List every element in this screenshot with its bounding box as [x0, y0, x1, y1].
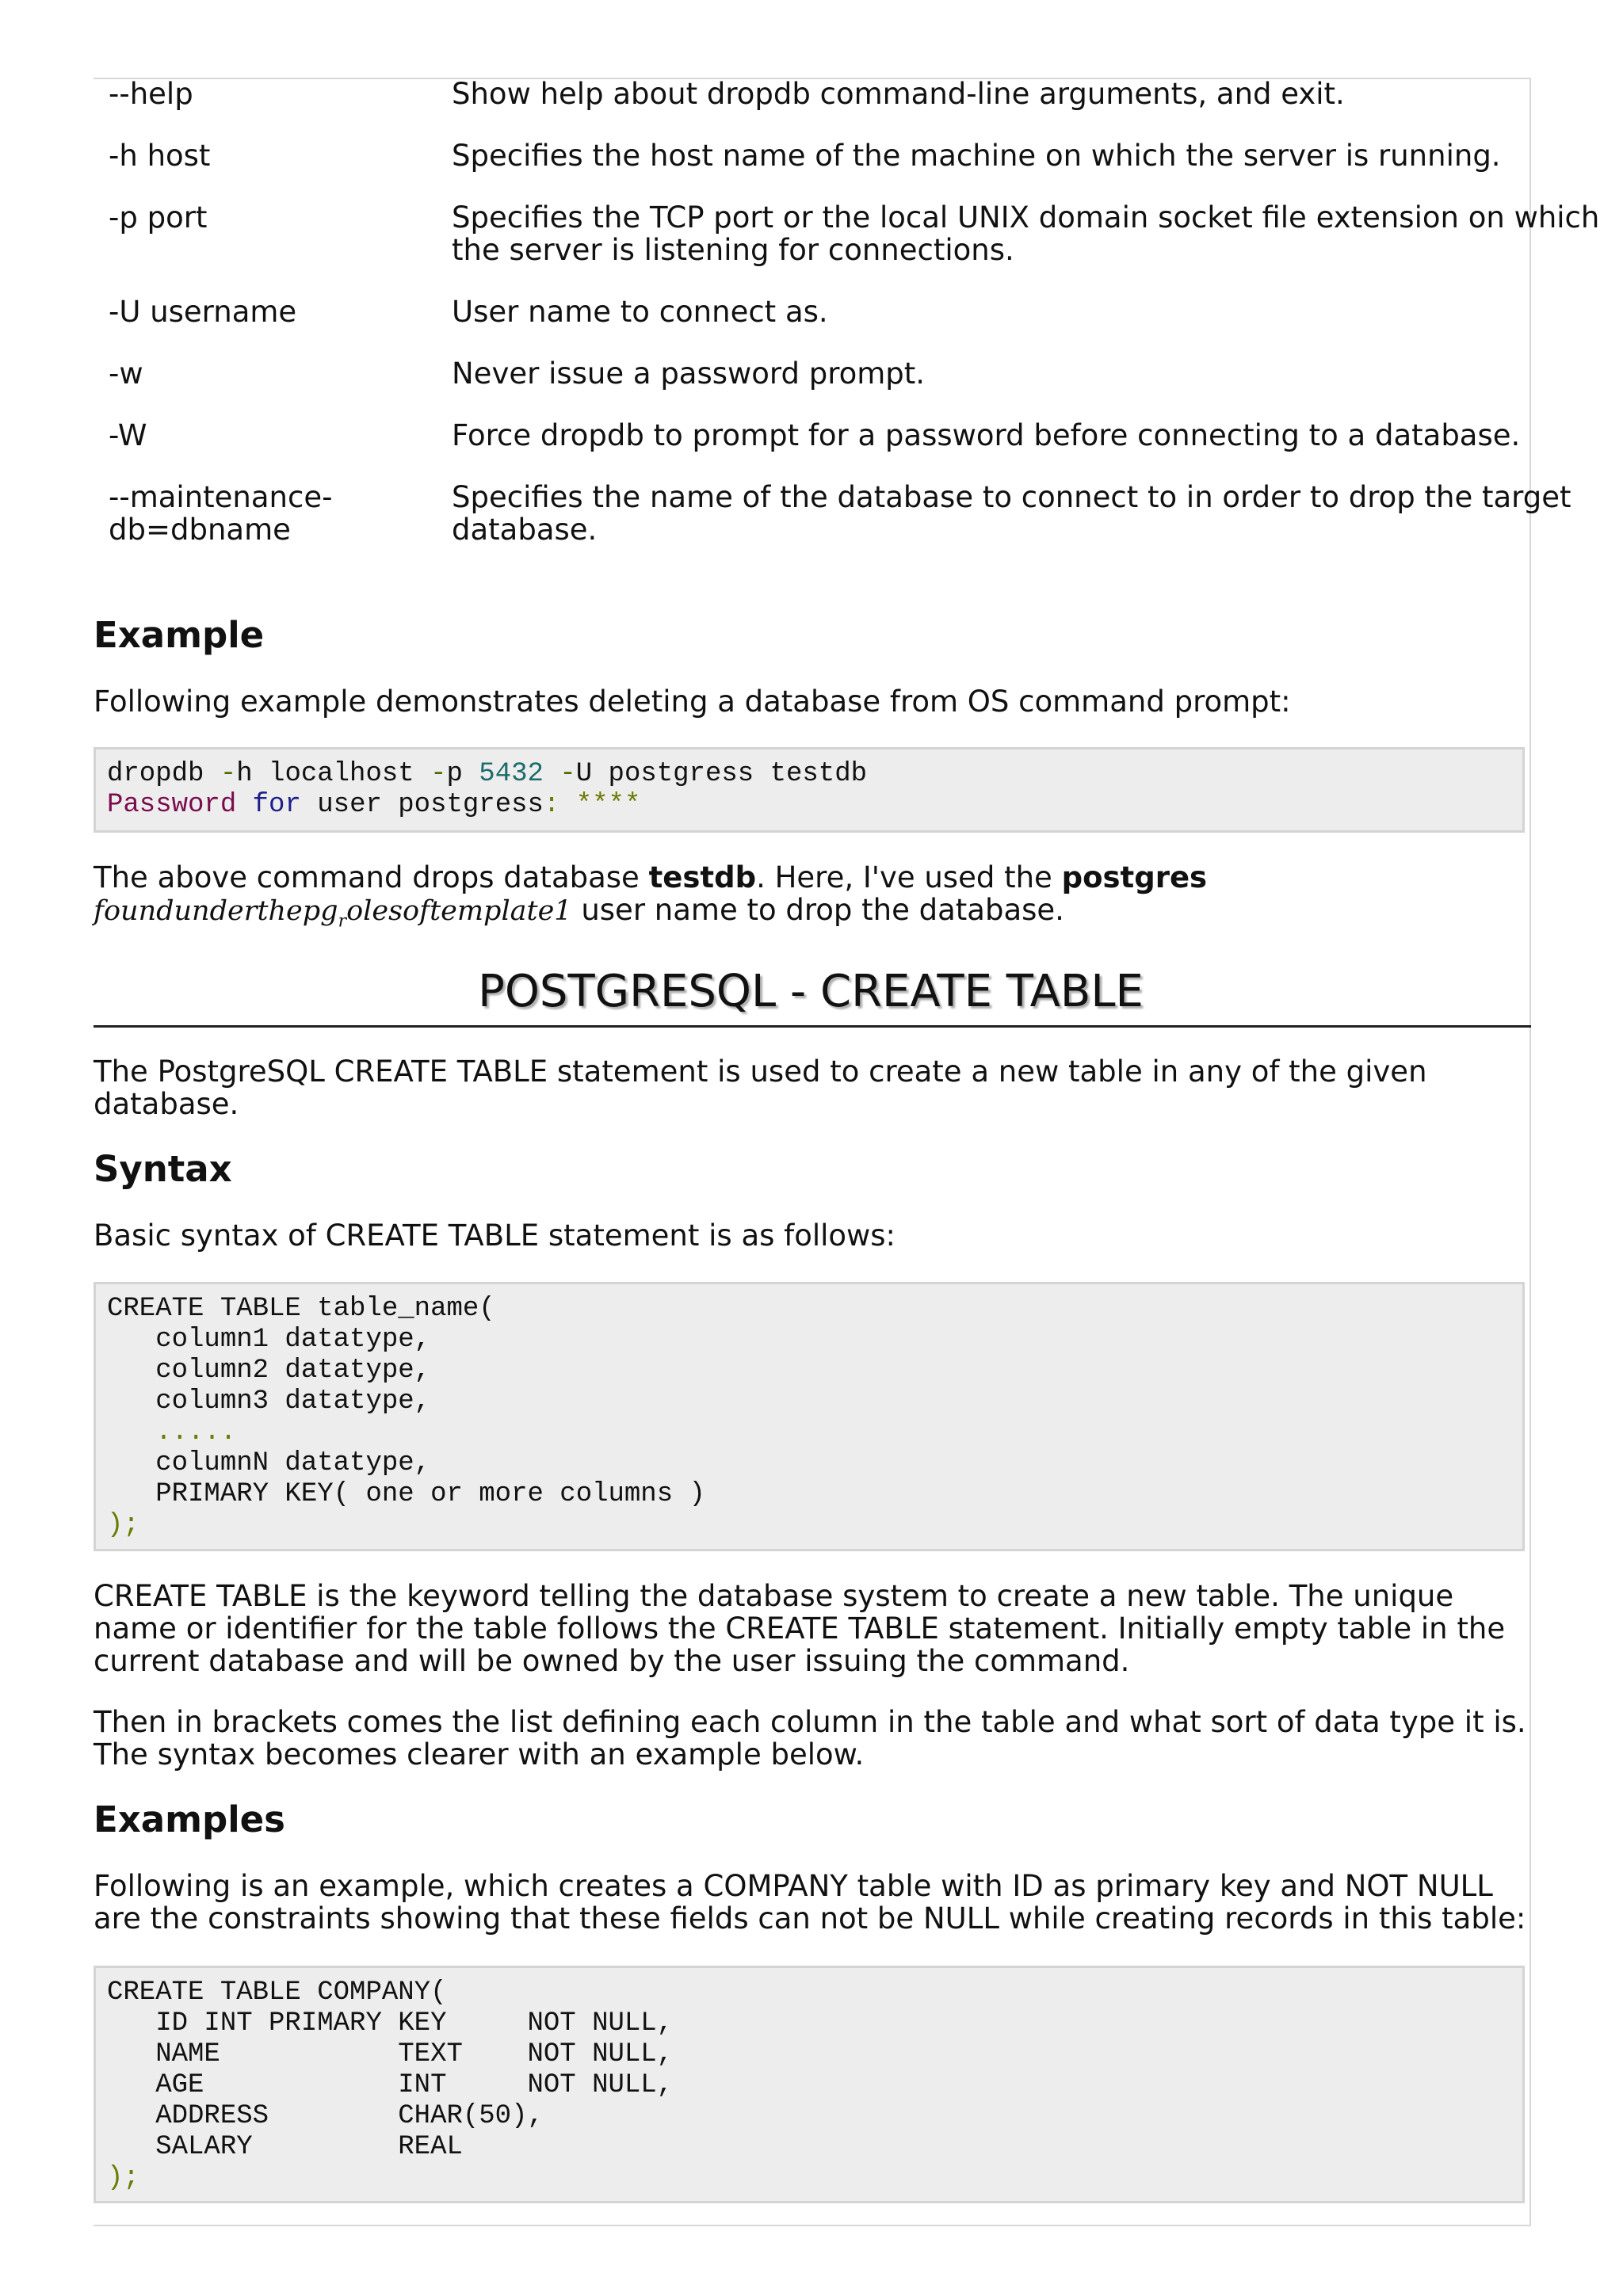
- code-token: 5432: [479, 759, 544, 789]
- syntax-paragraph-2: Then in brackets comes the list defining each column in the table and what sort of data type it is. The syntax becomes clearer with an example below.: [94, 1705, 1526, 1772]
- option-description: Show help about dropdb command-line arguments, and exit.: [452, 77, 1345, 111]
- code-token: p: [446, 759, 479, 789]
- code-line: CREATE TABLE table_name(: [107, 1294, 495, 1324]
- code-line: column2 datatype,: [107, 1356, 431, 1386]
- text-run: foundunderthepg: [94, 895, 338, 927]
- code-line: column3 datatype,: [107, 1386, 431, 1417]
- option-name: --help: [109, 77, 193, 111]
- option-name: -U username: [109, 295, 297, 329]
- text-run: r: [338, 911, 347, 932]
- syntax-code-block: [94, 1282, 1525, 1551]
- option-description: Force dropdb to prompt for a password before connecting to a database.: [452, 418, 1521, 452]
- example-intro: Following example demonstrates deleting a database from OS command prompt:: [94, 685, 1291, 719]
- option-name: -W: [109, 418, 147, 452]
- code-line: SALARY REAL: [107, 2132, 463, 2162]
- text-run: postgres: [1061, 860, 1208, 894]
- code-token: :: [543, 790, 560, 820]
- code-token: h localhost: [236, 759, 431, 789]
- chapter-rule: [94, 1025, 1531, 1028]
- option-description: Specifies the host name of the machine on which the server is running.: [452, 139, 1501, 173]
- option-description: Never issue a password prompt.: [452, 357, 926, 391]
- code-line: columnN datatype,: [107, 1448, 431, 1478]
- examples-intro: Following is an example, which creates a COMPANY table with ID as primary key and NOT NULL are the constraints showing that these fields can not be NULL while creating records in this table:: [94, 1869, 1526, 1936]
- option-name: -w: [109, 357, 143, 391]
- code-line: ADDRESS CHAR(50),: [107, 2101, 544, 2131]
- code-line: column1 datatype,: [107, 1325, 431, 1355]
- code-line: );: [107, 1510, 139, 1540]
- text-run: . Here, I've used the: [756, 860, 1062, 894]
- syntax-intro: Basic syntax of CREATE TABLE statement is as follows:: [94, 1219, 896, 1253]
- code-token: user postgress: [300, 790, 544, 820]
- code-line: );: [107, 2163, 139, 2193]
- examples-heading: Examples: [94, 1798, 285, 1840]
- syntax-heading: Syntax: [94, 1148, 232, 1190]
- option-description: Specifies the name of the database to connect to in order to drop the target database.: [452, 480, 1571, 547]
- option-name: -h host: [109, 139, 211, 173]
- chapter-intro: The PostgreSQL CREATE TABLE statement is used to create a new table in any of the given database.: [94, 1055, 1427, 1121]
- code-token: Password: [107, 790, 237, 820]
- code-token: for: [252, 790, 301, 820]
- code-line: AGE INT NOT NULL,: [107, 2070, 674, 2100]
- text-run: user name to drop the database.: [571, 893, 1064, 927]
- code-token: -: [220, 759, 237, 789]
- code-token: [544, 759, 559, 789]
- code-line: .....: [107, 1417, 237, 1447]
- option-description: Specifies the TCP port or the local UNIX domain socket file extension on which the server is listening for connections.: [452, 200, 1600, 267]
- option-name: -p port: [109, 200, 208, 235]
- text-run: olesoftemplate1: [346, 895, 572, 927]
- company-code-block: [94, 1966, 1525, 2203]
- code-line: [107, 790, 1522, 821]
- code-token: -: [430, 759, 447, 789]
- syntax-paragraph-1: CREATE TABLE is the keyword telling the database system to create a new table. The unique name or identifier for the table follows the CREATE TABLE statement. Initially empty table in the current database and will be owned by the user issuing the command.: [94, 1579, 1506, 1678]
- code-token: U postgress testdb: [575, 759, 867, 789]
- code-line: ID INT PRIMARY KEY NOT NULL,: [107, 2008, 674, 2039]
- code-token: ****: [559, 790, 641, 820]
- code-line: CREATE TABLE COMPANY(: [107, 1978, 447, 2008]
- option-name: --maintenance-db=dbname: [109, 480, 333, 547]
- example-heading: Example: [94, 614, 265, 656]
- code-token: dropdb: [107, 759, 220, 789]
- option-description: User name to connect as.: [452, 295, 828, 329]
- text-run: testdb: [648, 860, 757, 894]
- dropdb-code-block: [94, 747, 1525, 833]
- code-line: PRIMARY KEY( one or more columns ): [107, 1479, 705, 1509]
- chapter-title: POSTGRESQL - CREATE TABLE: [478, 966, 1144, 1017]
- code-line: NAME TEXT NOT NULL,: [107, 2039, 674, 2069]
- example-explanation: [94, 861, 1528, 937]
- code-token: -: [559, 759, 576, 789]
- text-run: The above command drops database: [94, 860, 649, 894]
- code-line: [107, 759, 1522, 790]
- code-token: [236, 790, 252, 820]
